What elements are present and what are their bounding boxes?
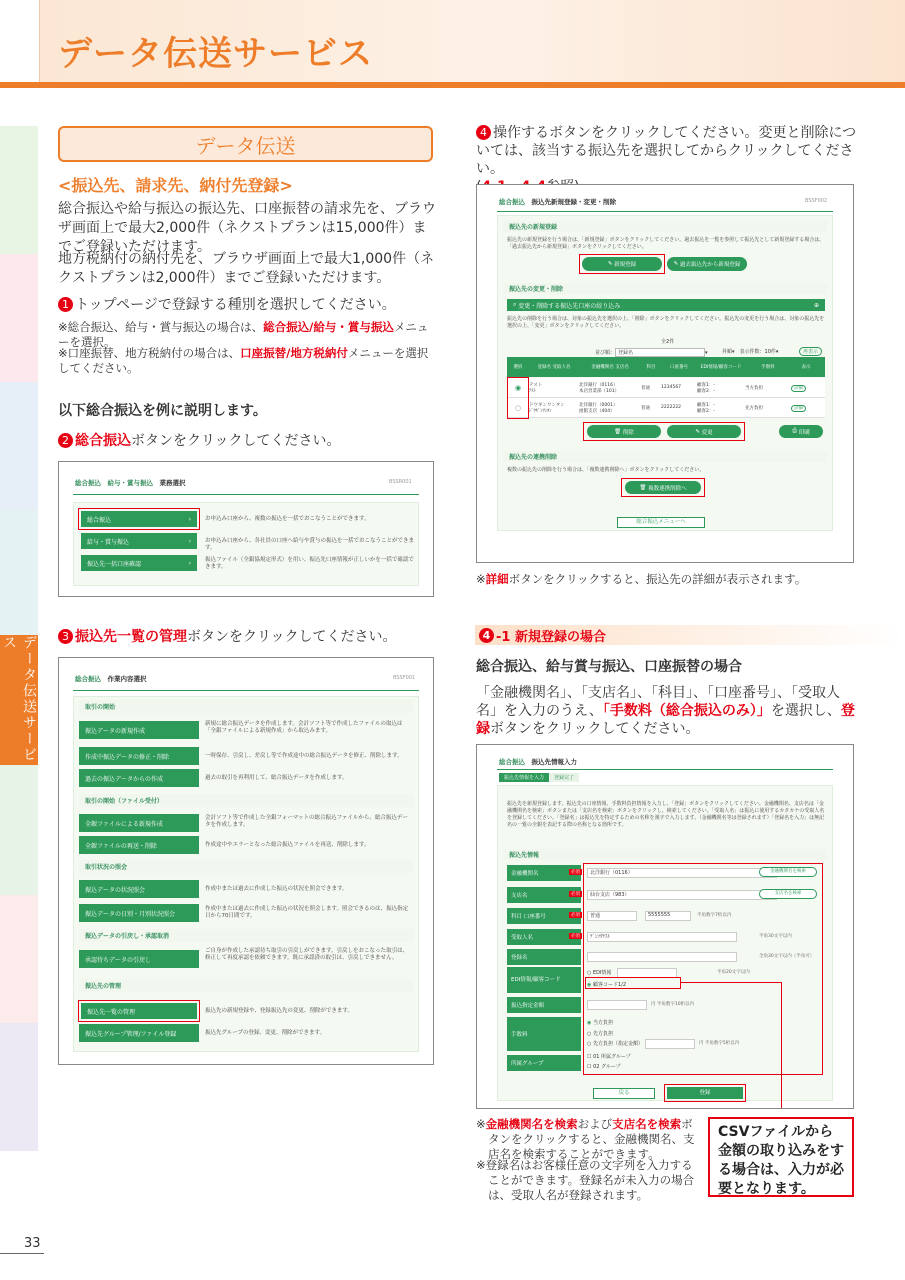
shot3-btn-2[interactable]: 作成中振込データの修正・削除 xyxy=(79,747,199,765)
shot5-bank-input[interactable]: 北洋銀行（0116） xyxy=(587,868,777,878)
shot3-desc-3: 過去の取引を再利用して、総合振込データを作成します。 xyxy=(205,775,348,781)
shot5-hl-fields xyxy=(583,863,823,1075)
shot5-sec: 振込先情報 xyxy=(503,849,827,860)
notes5-2: ※登録名はお客様任意の文字列を入力することができます。登録名が未入力の場合は、受取人名が登録されます。 xyxy=(476,1158,695,1202)
shot5-fee-opt1[interactable]: ◉ 当方負担 xyxy=(587,1020,613,1026)
shot3-desc-9: 振込先の新規登録や、登録振込先の変更、削除ができます。 xyxy=(205,1008,353,1014)
shot4-sec3-desc: 複数の振込先の削除を行う場合は、「複数連携削除へ」ボタンをクリックしてください。 xyxy=(507,467,705,473)
shot5-hint: 全角30文字以内（半角可） xyxy=(759,954,815,959)
shot4-sec3: 振込先の連携削除 xyxy=(503,451,827,462)
intro-p2: 地方税納付の納付先を、ブラウザ画面上で最大1,000件（ネクストプランは2,000件）までご登録いただけます。 xyxy=(58,251,435,286)
shot5-edi-opt1[interactable]: ○ EDI情報 xyxy=(587,970,612,976)
shot3-btn-9[interactable]: 振込先一覧の管理 xyxy=(81,1003,197,1019)
pencil-icon: ✎ xyxy=(607,261,613,267)
shot4-modify-button[interactable]: ✎ 変更 xyxy=(667,425,741,438)
shot4-hl-actions xyxy=(583,422,745,441)
shot3-group-1: 取引の開始 xyxy=(79,700,413,713)
section-title-box: データ伝送 xyxy=(58,126,433,162)
step3: 3 振込先一覧の管理ボタンをクリックしてください。 xyxy=(58,628,396,647)
shot3-group-2: 取引の開始（ファイル受付） xyxy=(79,794,413,807)
step2: 2 総合振込ボタンをクリックしてください。 xyxy=(58,432,340,451)
shot3-code: BSSF001 xyxy=(393,675,416,681)
shot3-desc-1: 新規に総合振込データを作成します。会計ソフト等で作成したファイルの取込は「全銀ファイルによる新規作成」から取込みます。 xyxy=(205,721,403,734)
shot5-hl-edi xyxy=(585,977,681,989)
section-subtitle: <振込先、請求先、納付先登録> xyxy=(58,176,293,195)
shot3-btn-7[interactable]: 振込データの日別・月別状況照会 xyxy=(79,904,199,922)
shot5-hl-register xyxy=(664,1084,746,1102)
required-badge: 必須 xyxy=(571,870,580,875)
shot5-branch-search-button[interactable]: 支店名を検索 xyxy=(759,889,817,899)
shot3-group-3: 取引状況の照会 xyxy=(79,860,413,873)
shot5-label-fee: 手数料 xyxy=(507,1017,581,1051)
step4: 4 操作するボタンをクリックしてください。変更と削除については、該当する振込先を選択してからクリックしてください。 xyxy=(476,125,857,177)
shot3-group-4: 振込データの引戻し・承認取消 xyxy=(79,929,413,942)
case-heading: 総合振込、給与賞与振込、口座振替の場合 xyxy=(476,659,742,675)
shot4-print-button[interactable]: ⎙ 印刷 xyxy=(779,425,823,438)
shot3-btn-5[interactable]: 全銀ファイルの再送・削除 xyxy=(79,836,199,854)
shot5-hint: 円 半角数字10桁以内 xyxy=(651,1002,695,1007)
screenshot-task-select xyxy=(58,657,434,1065)
shot3-desc-4: 会計ソフト等で作成した全銀フォーマットの総合振込ファイルから、総合振込データを作成します。 xyxy=(205,815,408,828)
shot5-label-edi: EDI情報/顧客コード xyxy=(507,967,581,993)
radio-empty-icon[interactable]: ○ xyxy=(514,403,522,412)
shot4-crumb: 総合振込 振込先新規登録・変更・削除 xyxy=(499,198,616,206)
shot5-hint: 半角数字7桁以内 xyxy=(697,913,732,918)
shot2-crumb: 総合振込 給与・賞与振込 業務選択 xyxy=(75,479,186,487)
shot3-desc-8: ご自身が作成した承認待ち取引の引戻しができます。引戻しをおこなった取引は、修正して再度承認を依頼できます。既に承認済の取引は、引戻しできません。 xyxy=(205,948,409,961)
step3-red: 振込先一覧の管理 xyxy=(75,629,187,645)
shot5-back-button[interactable]: 戻る xyxy=(593,1088,655,1099)
index-strip-1 xyxy=(0,126,38,254)
shot4-delete-button[interactable]: 🗑 削除 xyxy=(587,425,661,438)
step1 xyxy=(58,296,438,315)
step1-text: トップページで登録する種別を選択してください。 xyxy=(75,297,396,313)
shot5-callout-line-v xyxy=(781,982,782,1109)
shot5-label-bank: 金融機関名 xyxy=(507,865,581,881)
shot5-label-group: 所属グループ xyxy=(507,1055,581,1071)
shot4-code: BSSF002 xyxy=(805,198,828,204)
shot2-btn-sogo[interactable]: 総合振込 › xyxy=(81,511,197,527)
shot5-type-select[interactable]: 普通 xyxy=(587,911,637,921)
shot3-highlight xyxy=(78,1000,200,1022)
shot5-label-account: 科目 口座番号 xyxy=(507,908,581,924)
note4: ※詳細ボタンをクリックすると、振込先の詳細が表示されます。 xyxy=(476,572,807,586)
index-strip-3 xyxy=(0,382,38,510)
screenshot-payee-manage xyxy=(476,184,854,563)
shot3-btn-6[interactable]: 振込データの状況照会 xyxy=(79,880,199,898)
page-title: データ伝送サービス xyxy=(58,34,373,74)
shot4-filter-bar[interactable]: ⌕ 変更・削除する振込先口座の絞り込み ⊕ xyxy=(507,299,825,311)
step2-red: 総合振込 xyxy=(75,433,131,449)
index-strip-4 xyxy=(0,510,38,635)
shot3-desc-10: 振込先グループの登録、変更、削除ができます。 xyxy=(205,1030,326,1036)
shot2-desc-3: 振込ファイル（全銀協規定形式）を用い、振込先口座情報が正しいかを一括で確認できます。 xyxy=(205,557,414,570)
plus-icon: ⊕ xyxy=(813,301,819,309)
shot4-sec1: 振込先の新規登録 xyxy=(503,221,827,232)
step41-num: 4 xyxy=(479,628,494,643)
index-strip-2 xyxy=(0,254,38,382)
required-badge: 必須 xyxy=(571,892,580,897)
shot5-label-amount: 振込指定金額 xyxy=(507,997,581,1013)
shot4-sort[interactable]: 並び順： 登録名 ▾ xyxy=(595,350,708,356)
shot5-desc: 振込先を新規登録します。振込先の口座情報、手数料負担情報を入力し、「登録」ボタンをクリックしてください。金融機関名、支店名は「金融機関名を検索」ボタンまたは「支店名を検索」ボタンをクリックし、検索してください。「受取人名」は振込に使用するカタカナの受取人名を登録してください。「登録名」は振込先を特定するための名称を漢字で入力します。（金融機関名等は登録されます）「登録名を入力」は無記名の一覧の全銀を表記する際の名称となる箇所です。 xyxy=(507,801,825,828)
shot4-hl-new xyxy=(579,254,665,274)
shot5-fee-opt2[interactable]: ○ 先方負担 xyxy=(587,1031,613,1037)
detail-button[interactable]: 詳細 xyxy=(791,385,806,392)
step3-num: 3 xyxy=(58,629,73,644)
table-row[interactable]: ○ ドウギンワンタン ﾄﾞｳｷﾞﾝﾜﾝﾀﾝ 北洋銀行（0001） 函館支店（404） 普通 2222222 顧客1：- 顧客2：- 先方負担 詳細 xyxy=(507,398,825,418)
shot3-btn-4[interactable]: 全銀ファイルによる新規作成 xyxy=(79,814,199,832)
shot3-btn-3[interactable]: 過去の振込データからの作成 xyxy=(79,769,199,787)
notes5-1: ※金融機関名を検索および支店名を検索ボタンをクリックすると、金融機関名、支店名を検索することができます。 xyxy=(476,1117,695,1161)
shot5-label-regname: 登録名 xyxy=(507,949,581,965)
shot3-desc-2: 一時保存、引戻し、差戻し等で作成途中の総合振込データを修正、削除します。 xyxy=(205,753,403,759)
step41-heading: 4 -1 新規登録の場合 xyxy=(475,625,905,645)
shot5-payee-input[interactable]: ﾃﾞﾝｿｳﾃｽﾄ xyxy=(587,932,737,942)
shot4-sec2: 振込先の変更・削除 xyxy=(503,283,827,294)
shot3-desc-5: 作成途中やエラーとなった総合振込ファイルを再送、削除します。 xyxy=(205,842,370,848)
shot3-desc-7: 作成中または過去に作成した振込の状況を照会します。照会できるのは、振込指定日から70日間です。 xyxy=(205,906,409,919)
shot5-crumb: 総合振込 振込先情報入力 xyxy=(499,758,577,766)
shot2-highlight xyxy=(78,508,200,530)
shot5-hint: 円 半角数字5桁以内 xyxy=(699,1041,740,1046)
printer-icon: ⎙ xyxy=(792,428,797,434)
shot3-btn-1[interactable]: 振込データの新規作成 xyxy=(79,721,199,739)
step1-note2: ※口座振替、地方税納付の場合は、口座振替/地方税納付メニューを選択してください。 xyxy=(58,346,429,375)
table-row[interactable]: ◉ テスト ﾃｽﾄ 北洋銀行（0116） 本店営業部（101） 普通 1234567 顧客1：- 顧客2：- 当方負担 詳細 xyxy=(507,378,825,398)
radio-selected-icon[interactable]: ◉ xyxy=(514,383,522,392)
trash-icon: 🗑 xyxy=(639,484,647,491)
shot3-btn-10[interactable]: 振込先グループ管理/ファイル登録 xyxy=(79,1024,199,1042)
step4-num: 4 xyxy=(476,125,491,140)
instructions: 「金融機関名」、「支店名」、「科目」、「口座番号」、「受取人名」を入力のうえ、「手数料（総合振込のみ）」を選択し、登録ボタンをクリックしてください。 xyxy=(476,685,855,737)
example-heading: 以下総合振込を例に説明します。 xyxy=(58,403,267,419)
shot2-code: BSSR001 xyxy=(389,479,412,485)
shot3-desc-6: 作成中または過去に作成した振込の状況を照会できます。 xyxy=(205,886,348,892)
shot4-menu-button[interactable]: 総合振込メニューへ xyxy=(617,517,705,528)
index-strip-7 xyxy=(0,895,38,1023)
shot4-reload-button[interactable]: 再表示 xyxy=(799,347,822,356)
shot5-hint: 半角20文字以内 xyxy=(717,970,750,975)
pencil-icon: ✎ xyxy=(673,261,679,267)
shot4-bulk-button[interactable]: 🗑 複数連携削除へ xyxy=(625,481,701,494)
search-icon: ⌕ xyxy=(513,301,517,308)
shot2-desc-1: お申込み口座から、複数の振込を一括でおこなうことができます。 xyxy=(205,516,370,522)
shot4-order[interactable]: 昇順▾ 表示件数：10件▾ xyxy=(722,349,779,355)
shot5-hint: 半角30文字以内 xyxy=(759,934,792,939)
shot2-desc-2: お申込み口座から、各社員の口座へ給与や賞与の振込を一括でおこなうことができます。 xyxy=(205,538,415,551)
shot5-fee-opt3[interactable]: ○ 先方負担（指定金額） xyxy=(587,1041,643,1047)
intro-p1: 総合振込や給与振込の振込先、口座振替の請求先を、ブラウザ画面上で最大2,000件（ネクストプランは15,000件）までご登録いただけます。 xyxy=(58,201,436,255)
shot4-hl-bulk xyxy=(621,478,705,497)
required-badge: 必須 xyxy=(571,934,580,939)
shot5-group-opt1[interactable]: ☐ 01 所属グループ xyxy=(587,1054,631,1060)
shot4-table-header: 選択 登録名 受取人名 金融機関名 支店名 科目 口座番号 EDI情報/顧客コード 手数料 表示 xyxy=(507,357,825,377)
shot5-edi-opt2[interactable]: ◉ 顧客コード1/2 xyxy=(587,982,627,988)
shot2-btn-ikkatsu[interactable]: 振込先一括口座確認 › xyxy=(81,555,197,571)
shot4-count: 全2件 xyxy=(661,339,675,345)
shot2-btn-kyuyo[interactable]: 給与・賞与振込 › xyxy=(81,533,197,549)
page-number-rule xyxy=(0,1253,44,1254)
header-rule xyxy=(0,82,905,88)
side-tab-data-transmission[interactable]: データ伝送サービス xyxy=(1,635,37,763)
screenshot-payee-input xyxy=(476,744,854,1109)
shot4-sec1-desc: 振込先の新規登録を行う場合は、「新規登録」ボタンをクリックしてください。過去振込を一覧を参照して振込先として新規登録する場合は、「過去振込先から新規登録」ボタンをクリックしてください。 xyxy=(507,237,825,250)
shot3-group-5: 振込先の管理 xyxy=(79,979,413,992)
shot5-group-opt2[interactable]: ☐ 02 グループ xyxy=(587,1064,621,1070)
csv-callout: CSVファイルから金額の取り込みをする場合は、入力が必要となります。 xyxy=(708,1117,854,1197)
shot3-crumb: 総合振込 作業内容選択 xyxy=(75,675,147,683)
shot5-bank-search-button[interactable]: 金融機関名を検索 xyxy=(759,867,817,877)
shot4-sec2-desc: 振込先の削除を行う場合は、対象の振込先を選択の上、「削除」ボタンをクリックしてください。振込先の変更を行う場合は、対象の振込先を選択の上、「変更」ボタンをクリックしてください。 xyxy=(507,316,825,329)
page-number: 33 xyxy=(24,1236,41,1251)
shot5-steps: 振込先情報を入力 登録完了 xyxy=(499,773,579,782)
shot5-branch-input[interactable]: 仙台支店（983） xyxy=(587,890,777,900)
shot5-callout-line-h xyxy=(681,982,781,983)
shot5-account-input[interactable]: 5555555 xyxy=(645,911,691,921)
index-strip-6 xyxy=(0,765,38,895)
screenshot-business-select xyxy=(58,461,434,597)
step1-num: 1 xyxy=(58,297,73,312)
shot5-register-button[interactable]: 登録 xyxy=(667,1087,743,1099)
pencil-icon: ✎ xyxy=(695,428,700,435)
shot4-new-button[interactable]: ✎ 新規登録 xyxy=(582,257,662,271)
header-corner xyxy=(0,0,40,84)
shot5-label-branch: 支店名 xyxy=(507,887,581,903)
shot5-label-payee: 受取人名 xyxy=(507,929,581,945)
trash-icon: 🗑 xyxy=(614,428,622,435)
required-badge: 必須 xyxy=(571,913,580,918)
step1-note1: ※総合振込、給与・賞与振込の場合は、総合振込/給与・賞与振込メニューを選択。 xyxy=(58,320,429,349)
shot4-hl-radio xyxy=(507,377,529,419)
step2-num: 2 xyxy=(58,433,73,448)
shot3-btn-8[interactable]: 承認待ちデータの引戻し xyxy=(79,950,199,968)
shot4-past-button[interactable]: ✎ 過去振込先から新規登録 xyxy=(667,257,747,271)
detail-button[interactable]: 詳細 xyxy=(791,405,806,412)
index-strip-8 xyxy=(0,1023,38,1151)
